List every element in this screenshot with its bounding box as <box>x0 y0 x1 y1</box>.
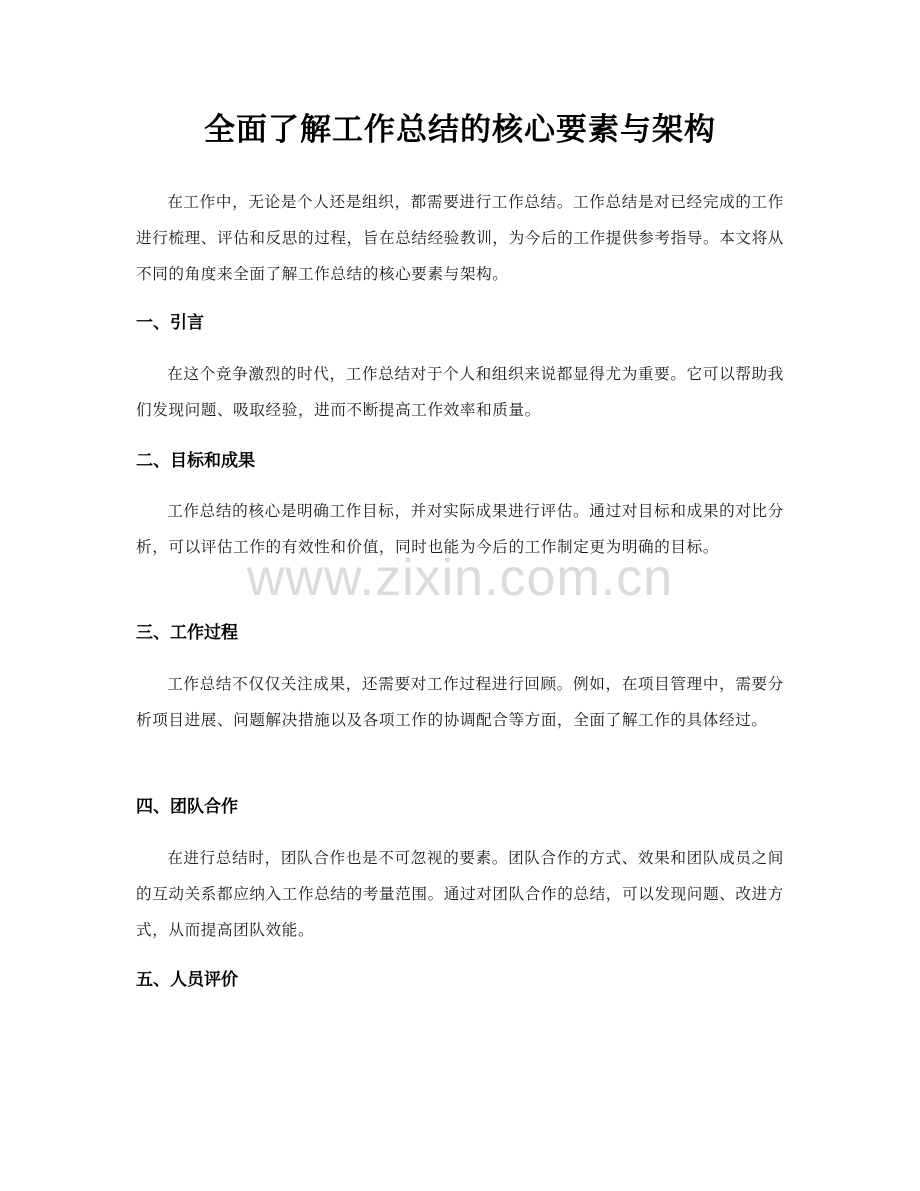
intro-paragraph: 在工作中，无论是个人还是组织，都需要进行工作总结。工作总结是对已经完成的工作进行梳理、评估和反思的过程，旨在总结经验教训，为今后的工作提供参考指导。本文将从不同的角度来全面了解工作总结的核心要素与架构。 <box>136 193 784 283</box>
section-heading-personnel-evaluation: 五、人员评价 <box>136 970 238 990</box>
document-title: 全面了解工作总结的核心要素与架构 <box>204 112 716 148</box>
section-heading-teamwork: 四、团队合作 <box>136 797 238 817</box>
section-body-goals-results: 工作总结的核心是明确工作目标，并对实际成果进行评估。通过对目标和成果的对比分析，可以评估工作的有效性和价值，同时也能为今后的工作制定更为明确的目标。 <box>136 502 784 556</box>
section-body-teamwork: 在进行总结时，团队合作也是不可忽视的要素。团队合作的方式、效果和团队成员之间的互动关系都应纳入工作总结的考量范围。通过对团队合作的总结，可以发现问题、改进方式，从而提高团队效能。 <box>136 849 784 939</box>
section-body-introduction: 在这个竞争激烈的时代，工作总结对于个人和组织来说都显得尤为重要。它可以帮助我们发现问题、吸取经验，进而不断提高工作效率和质量。 <box>136 365 784 419</box>
section-heading-goals-results: 二、目标和成果 <box>136 451 255 471</box>
watermark: www.zixin.com.cn <box>246 549 674 607</box>
section-body-work-process: 工作总结不仅仅关注成果，还需要对工作过程进行回顾。例如，在项目管理中，需要分析项目进展、问题解决措施以及各项工作的协调配合等方面，全面了解工作的具体经过。 <box>136 675 784 729</box>
section-heading-work-process: 三、工作过程 <box>136 623 238 643</box>
section-heading-introduction: 一、引言 <box>136 313 204 333</box>
